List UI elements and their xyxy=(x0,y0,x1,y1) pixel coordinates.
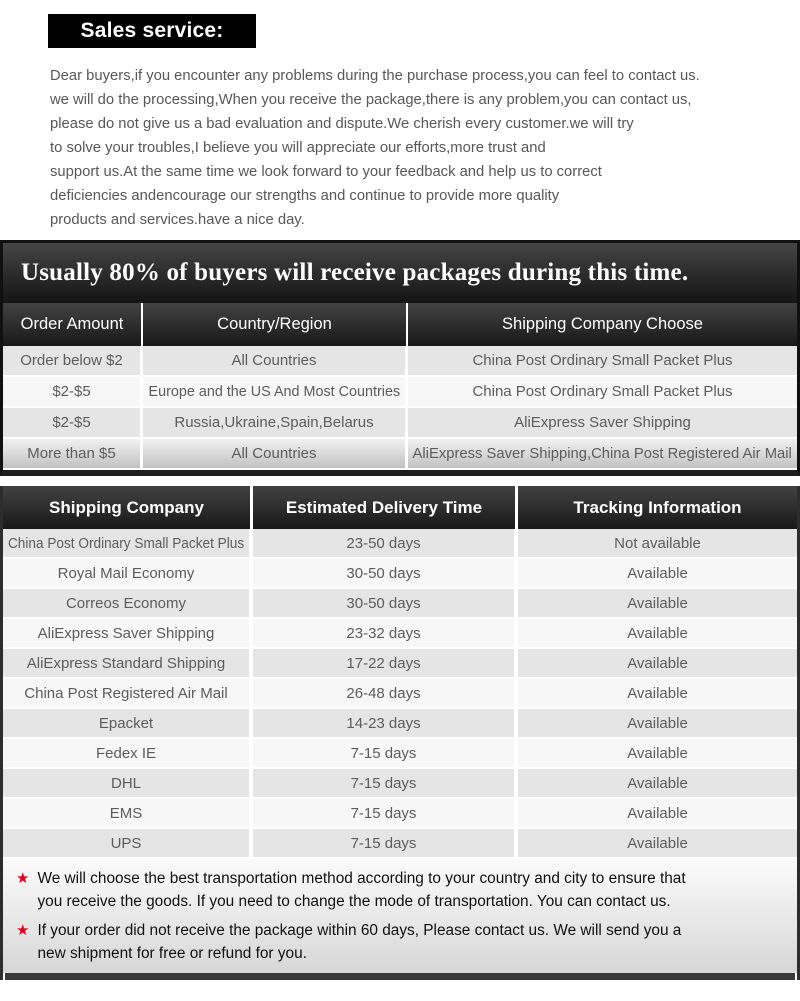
column-header-label: Estimated Delivery Time xyxy=(285,497,483,517)
table-cell-text: 7-15 days xyxy=(350,774,417,792)
shipping-choice-table-body xyxy=(3,346,797,470)
table-cell-text: Correos Economy xyxy=(65,594,187,612)
table-cell-text: DHL xyxy=(110,774,141,792)
table-cell xyxy=(518,619,797,647)
note-item xyxy=(11,867,787,913)
table-row xyxy=(3,559,797,589)
table-cell-text: All Countries xyxy=(231,352,317,369)
table-cell-text: Available xyxy=(627,744,688,762)
intro-line: please do not give us a bad evaluation and dispute.We cherish every customer.we will try xyxy=(50,116,634,132)
note-line: you receive the goods. If you need to change the mode of transportation. You can contact us. xyxy=(37,893,671,910)
column-header-label: Tracking Information xyxy=(573,497,742,517)
table-cell-text: 7-15 days xyxy=(350,834,417,852)
table-cell-text: China Post Ordinary Small Packet Plus xyxy=(472,383,733,400)
table-cell xyxy=(518,649,797,677)
table-cell xyxy=(3,559,253,587)
shipping-choice-table-header xyxy=(3,303,797,346)
column-header xyxy=(408,303,797,346)
table-row xyxy=(3,679,797,709)
delivery-table xyxy=(0,486,800,980)
table-cell-text: Available xyxy=(627,624,688,642)
table-cell xyxy=(3,649,253,677)
table-cell-text: Epacket xyxy=(98,714,154,732)
table-cell-text: Order below $2 xyxy=(20,352,123,369)
table-cell xyxy=(143,408,408,437)
table-cell-text: AliExpress Saver Shipping xyxy=(514,414,691,431)
table-cell-text: 23-50 days xyxy=(346,534,421,552)
delivery-table-body xyxy=(3,529,797,859)
table-cell xyxy=(253,679,518,707)
column-header-label: Shipping Company xyxy=(49,497,204,517)
column-header-label: Shipping Company Choose xyxy=(502,315,703,333)
table-cell xyxy=(408,439,797,468)
intro-line: Dear buyers,if you encounter any problems during the purchase process,you can feel to contact us. xyxy=(50,68,700,84)
table-cell-text: AliExpress Saver Shipping xyxy=(37,624,215,642)
table-cell xyxy=(408,346,797,375)
table-cell xyxy=(3,739,253,767)
intro-line: to solve your troubles,I believe you will appreciate our efforts,more trust and xyxy=(50,140,546,156)
table-cell xyxy=(518,829,797,857)
table-cell xyxy=(3,589,253,617)
table-cell-text: Not available xyxy=(614,534,701,552)
star-icon: ★ xyxy=(16,870,30,887)
table-cell xyxy=(3,439,143,468)
note-item xyxy=(11,919,787,965)
table-cell xyxy=(3,529,253,557)
table-cell xyxy=(408,377,797,406)
table-cell xyxy=(253,529,518,557)
table-cell-text: 7-15 days xyxy=(350,744,417,762)
table-cell-text: Available xyxy=(627,804,688,822)
table-cell xyxy=(143,439,408,468)
table-cell xyxy=(143,346,408,375)
table-row xyxy=(3,589,797,619)
table-row xyxy=(3,408,797,439)
table-cell xyxy=(518,769,797,797)
table-cell xyxy=(3,408,143,437)
table-row xyxy=(3,769,797,799)
intro-line: products and services.have a nice day. xyxy=(50,212,305,228)
table-cell-text: Available xyxy=(627,684,688,702)
table-row xyxy=(3,439,797,470)
column-header xyxy=(143,303,408,346)
bottom-bar xyxy=(5,973,795,980)
table-cell xyxy=(143,377,408,406)
table-cell-text: Europe and the US And Most Countries xyxy=(148,383,400,400)
note-line: We will choose the best transportation method according to your country and city to ensure that xyxy=(37,870,686,887)
table-cell-text: Fedex IE xyxy=(95,744,157,762)
column-header-label: Country/Region xyxy=(217,315,332,333)
note-line: If your order did not receive the package within 60 days, Please contact us. We will send you a xyxy=(37,922,682,939)
table-row xyxy=(3,829,797,859)
table-cell-text: AliExpress Standard Shipping xyxy=(26,654,226,672)
table-cell-text: 23-32 days xyxy=(346,624,421,642)
table-cell xyxy=(253,739,518,767)
table-row xyxy=(3,649,797,679)
table-cell-text: $2-$5 xyxy=(52,414,91,431)
table-cell-text: $2-$5 xyxy=(52,383,91,400)
note-text xyxy=(37,919,681,965)
table-cell-text: China Post Ordinary Small Packet Plus xyxy=(472,352,733,369)
table-cell-text: Available xyxy=(627,774,688,792)
column-header xyxy=(3,303,143,346)
table-cell-text: 14-23 days xyxy=(346,714,421,732)
table-cell-text: EMS xyxy=(109,804,143,822)
table-row xyxy=(3,619,797,649)
table-cell-text: Royal Mail Economy xyxy=(57,564,195,582)
star-icon: ★ xyxy=(16,922,30,939)
table-cell xyxy=(518,589,797,617)
sales-service-label xyxy=(48,14,256,48)
intro-line: we will do the processing,When you receive the package,there is any problem,you can contact us, xyxy=(50,92,692,108)
table-row xyxy=(3,739,797,769)
table-cell xyxy=(3,769,253,797)
table-cell xyxy=(3,709,253,737)
table-cell-text: 30-50 days xyxy=(346,594,421,612)
table-cell-text: Available xyxy=(627,654,688,672)
table-cell-text: Russia,Ukraine,Spain,Belarus xyxy=(174,414,374,431)
table-cell xyxy=(518,559,797,587)
table-cell xyxy=(3,679,253,707)
sales-service-text: Sales service: xyxy=(80,19,224,42)
table-cell xyxy=(3,799,253,827)
note-line: new shipment for free or refund for you. xyxy=(37,945,307,962)
delivery-table-header xyxy=(3,486,797,529)
table-cell-text: Available xyxy=(627,714,688,732)
intro-line: support us.At the same time we look forward to your feedback and help us to correct xyxy=(50,164,602,180)
table-cell-text: 17-22 days xyxy=(346,654,421,672)
table-cell xyxy=(518,679,797,707)
table-cell xyxy=(3,346,143,375)
table-cell-text: Available xyxy=(627,564,688,582)
column-header xyxy=(3,486,253,529)
column-header xyxy=(253,486,518,529)
table-row xyxy=(3,529,797,559)
table-cell-text: 26-48 days xyxy=(346,684,421,702)
intro-line: deficiencies andencourage our strengths and continue to provide more quality xyxy=(50,188,560,204)
table-cell xyxy=(3,377,143,406)
table-cell xyxy=(253,559,518,587)
table-cell xyxy=(253,649,518,677)
table-cell-text: UPS xyxy=(110,834,142,852)
table-cell xyxy=(253,769,518,797)
table-cell-text: Available xyxy=(627,834,688,852)
note-text xyxy=(37,867,685,913)
notes-section xyxy=(3,859,797,973)
table-cell xyxy=(3,619,253,647)
table-cell xyxy=(253,799,518,827)
table-cell-text: 30-50 days xyxy=(346,564,421,582)
table-cell xyxy=(518,709,797,737)
shipping-choice-table xyxy=(0,240,800,476)
table-cell xyxy=(253,709,518,737)
column-header-label: Order Amount xyxy=(20,315,124,333)
table-cell xyxy=(3,829,253,857)
table-row xyxy=(3,346,797,377)
table-cell xyxy=(408,408,797,437)
table-row xyxy=(3,799,797,829)
table-cell xyxy=(253,619,518,647)
table-cell xyxy=(518,529,797,557)
table-cell-text: AliExpress Saver Shipping,China Post Registered Air Mail xyxy=(412,445,793,462)
shipping-banner-title: Usually 80% of buyers will receive packages during this time. xyxy=(3,243,797,303)
table-cell xyxy=(518,799,797,827)
table-cell-text: China Post Ordinary Small Packet Plus xyxy=(7,534,245,552)
table-cell xyxy=(518,739,797,767)
column-header xyxy=(518,486,797,529)
table-row xyxy=(3,709,797,739)
table-cell-text: Available xyxy=(627,594,688,612)
table-cell-text: All Countries xyxy=(231,445,317,462)
table-cell xyxy=(253,829,518,857)
table-cell-text: China Post Registered Air Mail xyxy=(24,684,228,702)
table-cell-text: 7-15 days xyxy=(350,804,417,822)
table-cell xyxy=(253,589,518,617)
table-row xyxy=(3,377,797,408)
intro-paragraph xyxy=(50,64,700,232)
table-cell-text: More than $5 xyxy=(27,445,116,462)
